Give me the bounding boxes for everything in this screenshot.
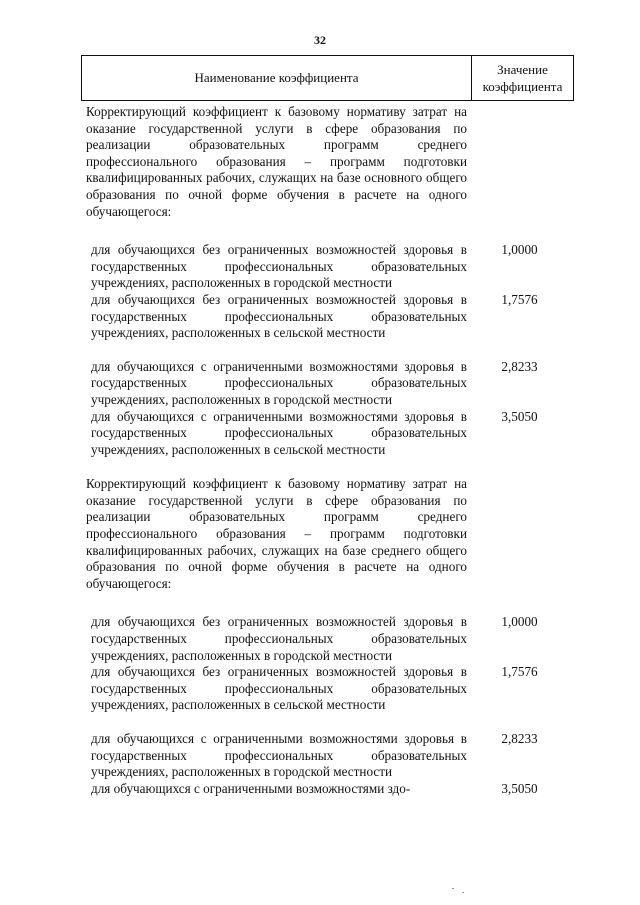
table-row	[86, 359, 572, 409]
row-value: 2,8233	[501, 731, 538, 746]
row-description: для обучающихся с ограниченными возможностями здоровья в государственных профессиональных образовательных учреждениях, расположенных в городской местности	[91, 358, 467, 407]
row-description: для обучающихся с ограниченными возможностями здоровья в государственных профессиональных образовательных учреждениях, расположенных в сельской местности	[91, 408, 467, 457]
row-value: 2,8233	[501, 358, 538, 374]
row-description: для обучающихся без ограниченных возможностей здоровья в государственных профессиональных образовательных учреждениях, расположенных в сельской местности	[91, 664, 467, 713]
coefficient-section	[86, 476, 572, 797]
row-description: для обучающихся без ограниченных возможностей здоровья в государственных профессиональных образовательных учреждениях, расположенных в городской местности	[91, 242, 467, 291]
column-header-name: Наименование коэффициента	[82, 56, 472, 100]
row-description: для обучающихся без ограниченных возможностей здоровья в государственных профессиональных образовательных учреждениях, расположенных в сельской местности	[91, 291, 467, 341]
table-row	[86, 242, 572, 292]
table-row	[86, 664, 572, 714]
row-value: 3,5050	[501, 780, 538, 796]
row-value: 1,0000	[501, 242, 538, 258]
scan-specks	[452, 888, 472, 894]
table-header	[81, 55, 574, 101]
row-value: 3,5050	[501, 408, 538, 424]
row-description: для обучающихся с ограниченными возможностями здо-	[91, 780, 411, 796]
section-intro: Корректирующий коэффициент к базовому нормативу затрат на оказание государственной услуги в сфере образования по реализации образовательных программ среднего профессионального образования – программ подготовки квалифицированных рабочих, служащих на базе среднего общего образования по очной форме обучения в расчете на одного обучающегося:	[86, 476, 467, 591]
row-description: для обучающихся без ограниченных возможностей здоровья в государственных профессиональных образовательных учреждениях, расположенных в городской местности	[91, 614, 467, 663]
coefficient-section	[86, 104, 572, 458]
row-description: для обучающихся с ограниченными возможностями здоровья в государственных профессиональных образовательных учреждениях, расположенных в городской местности	[91, 731, 467, 780]
table-body	[86, 104, 572, 797]
table-row	[86, 781, 572, 798]
table-row	[86, 614, 572, 664]
table-row	[86, 292, 572, 342]
table-row	[86, 409, 572, 459]
row-value: 1,7576	[501, 291, 538, 307]
table-row	[86, 731, 572, 781]
page-number: 32	[314, 33, 326, 47]
column-header-value: Значение коэффициента	[482, 62, 563, 94]
row-value: 1,7576	[501, 664, 538, 680]
row-value: 1,0000	[501, 614, 538, 630]
section-intro: Корректирующий коэффициент к базовому нормативу затрат на оказание государственной услуги в сфере образования по реализации образовательных программ среднего профессионального образования – программ подготовки квалифицированных рабочих, служащих на базе основного общего образования по очной форме обучения в расчете на одного обучающегося:	[86, 104, 467, 219]
